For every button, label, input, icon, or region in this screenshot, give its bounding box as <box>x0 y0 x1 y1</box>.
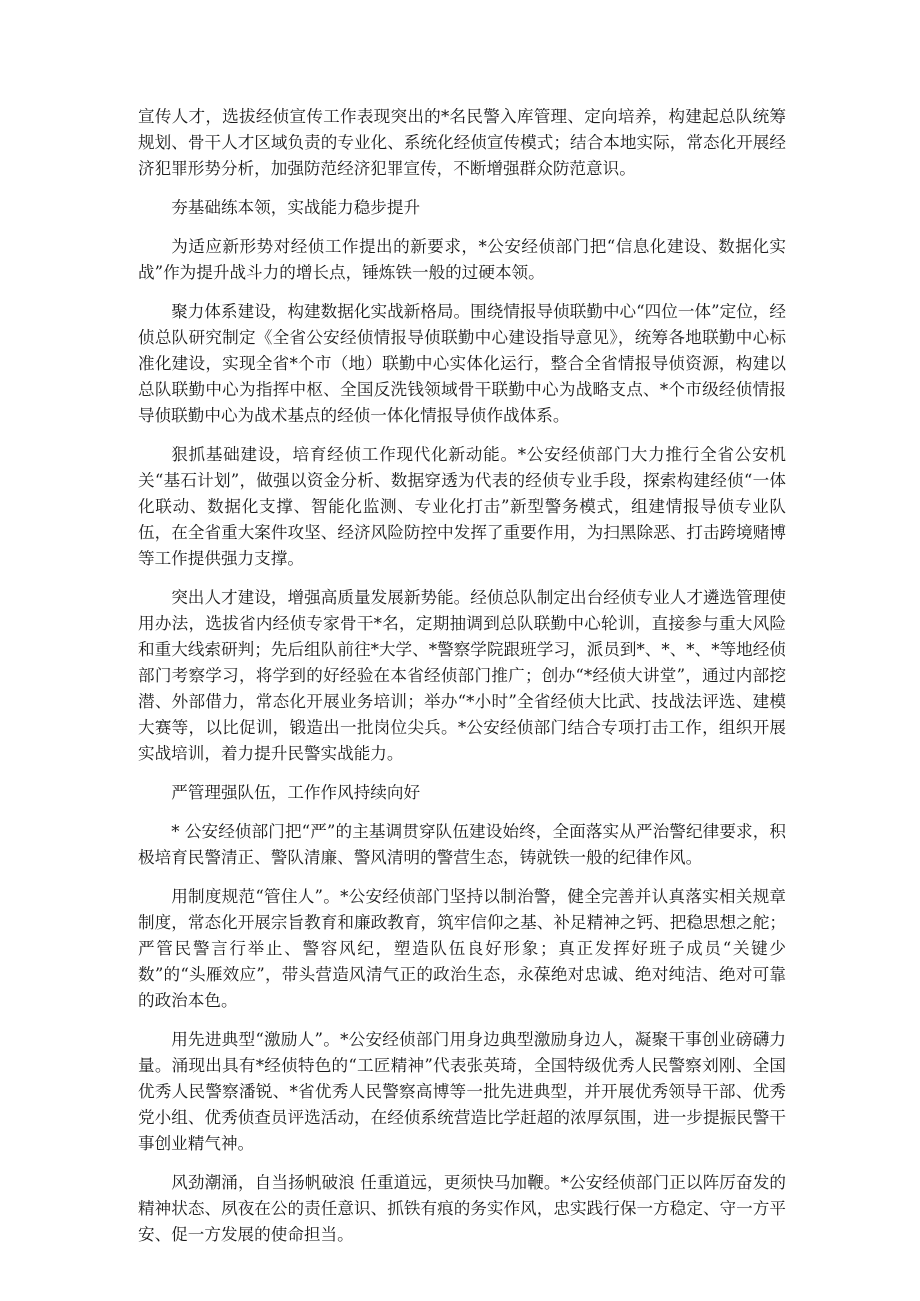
paragraph: 为适应新形势对经侦工作提出的新要求，*公安经侦部门把“信息化建设、数据化实战”作为提升战斗力的增长点，锤炼铁一般的过硬本领。 <box>138 237 786 282</box>
paragraph: 用制度规范“管住人”。*公安经侦部门坚持以制治警，健全完善并认真落实相关规章制度，常态化开展宗旨教育和廉政教育，筑牢信仰之基、补足精神之钙、把稳思想之舵；严管民警言行举止、警容风纪，塑造队伍良好形象；真正发挥好班子成员“关键少数”的“头雁效应”，带头营造风清气正的政治生态，永葆绝对忠诚、绝对纯洁、绝对可靠的政治本色。 <box>138 887 786 1010</box>
paragraph: 聚力体系建设，构建数据化实战新格局。围绕情报导侦联勤中心“四位一体”定位，经侦总队研究制定《全省公安经侦情报导侦联勤中心建设指导意见》，统筹各地联勤中心标准化建设，实现全省*个市（地）联勤中心实体化运行，整合全省情报导侦资源，构建以总队联勤中心为指挥中枢、全国反洗钱领域骨干联勤中心为战略支点、*个市级经侦情报导侦联勤中心为战术基点的经侦一体化情报导侦作战体系。 <box>138 302 786 425</box>
document-body <box>138 104 786 1261</box>
paragraph: 用先进典型“激励人”。*公安经侦部门用身边典型激励身边人，凝聚干事创业磅礴力量。涌现出具有*经侦特色的“工匠精神”代表张英琦，全国特级优秀人民警察刘刚、全国优秀人民警察潘锐、*省优秀人民警察高博等一批先进典型，并开展优秀领导干部、优秀党小组、优秀侦查员评选活动，在经侦系统营造比学赶超的浓厚氛围，进一步提振民警干事创业精气神。 <box>138 1030 786 1153</box>
paragraph: * 公安经侦部门把“严”的主基调贯穿队伍建设始终，全面落实从严治警纪律要求，积极培育民警清正、警队清廉、警风清明的警营生态，铸就铁一般的纪律作风。 <box>138 822 786 867</box>
paragraph: 狠抓基础建设，培育经侦工作现代化新动能。*公安经侦部门大力推行全省公安机关“基石计划”，做强以资金分析、数据穿透为代表的经侦专业手段，探索构建经侦“一体化联动、数据化支撑、智能化监测、专业化打击”新型警务模式，组建情报导侦专业队伍，在全省重大案件攻坚、经济风险防控中发挥了重要作用，为扫黑除恶、打击跨境赌博等工作提供强力支撑。 <box>138 445 786 568</box>
paragraph-conclusion: 风劲潮涌，自当扬帆破浪 任重道远，更须快马加鞭。*公安经侦部门正以阵厉奋发的精神状态、夙夜在公的责任意识、抓铁有痕的务实作风，忠实践行保一方稳定、守一方平安、促一方发展的使命担当。 <box>138 1173 786 1244</box>
section-heading-management: 严管理强队伍，工作作风持续向好 <box>171 783 421 802</box>
paragraph: 突出人才建设，增强高质量发展新势能。经侦总队制定出台经侦专业人才遴选管理使用办法，选拔省内经侦专家骨干*名，定期抽调到总队联勤中心轮训，直接参与重大风险和重大线索研判；先后组队前往*大学、*警察学院跟班学习，派员到*、*、*、*等地经侦部门考察学习，将学到的好经验在本省经侦部门推广；创办“*经侦大讲堂”，通过内部挖潜、外部借力，常态化开展业务培训；举办“*小时”全省经侦大比武、技战法评选、建模大赛等，以比促训，锻造出一批岗位尖兵。*公安经侦部门结合专项打击工作，组织开展实战培训，着力提升民警实战能力。 <box>138 588 786 763</box>
paragraph-intro-continuation: 宣传人才，选拔经侦宣传工作表现突出的*名民警入库管理、定向培养，构建起总队统筹规划、骨干人才区域负责的专业化、系统化经侦宣传模式；结合本地实际，常态化开展经济犯罪形势分析，加强防范经济犯罪宣传，不断增强群众防范意识。 <box>138 107 786 178</box>
section-heading-foundation: 夯基础练本领，实战能力稳步提升 <box>171 198 421 217</box>
